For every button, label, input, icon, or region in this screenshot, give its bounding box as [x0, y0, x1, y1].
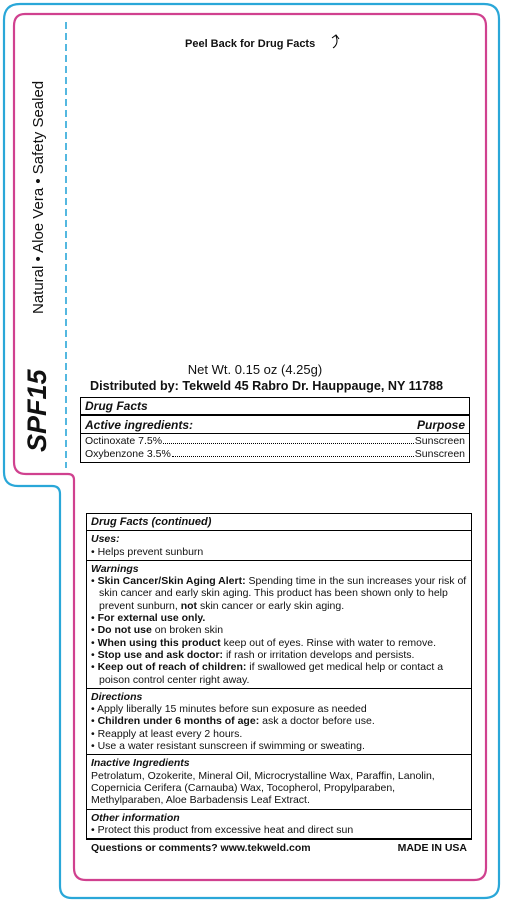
- inactive-section: [87, 755, 471, 809]
- side-label: Natural • Aloe Vera • Safety Sealed: [30, 80, 47, 314]
- ingredient-purpose: Sunscreen: [414, 435, 465, 447]
- other-info-text: • Protect this product from excessive heat and direct sun: [91, 823, 354, 836]
- uses-title: Uses:: [91, 533, 120, 546]
- active-ingredients-header: Active ingredients:: [85, 418, 194, 432]
- direction-item: • Use a water resistant sunscreen if swimming or sweating.: [91, 740, 365, 753]
- leader-dots: [172, 456, 414, 457]
- uses-section: [87, 531, 471, 561]
- peel-arrow-icon: [332, 35, 339, 48]
- warning-item: • Keep out of reach of children: if swallowed get medical help or contact a poison control center right away.: [91, 661, 444, 686]
- ingredient-name: Octinoxate 7.5%: [85, 435, 163, 447]
- ingredient-row: [81, 435, 469, 448]
- directions-title: Directions: [91, 690, 143, 703]
- spf-label: SPF15: [22, 369, 52, 452]
- other-info-section: [87, 810, 471, 840]
- net-weight: Net Wt. 0.15 oz (4.25g): [187, 362, 323, 377]
- drug-facts-title: Drug Facts: [85, 399, 148, 413]
- inactive-text: Petrolatum, Ozokerite, Mineral Oil, Microcrystalline Wax, Paraffin, Lanolin, Copernicia Cerifera (Carnauba) Wax, Tocopherol, Propylparaben, Methylparaben, Aloe Barbadensis Leaf Extract.: [91, 769, 435, 807]
- direction-item: • Children under 6 months of age: ask a doctor before use.: [91, 715, 375, 728]
- peel-back-text[interactable]: Peel Back for Drug Facts: [185, 38, 316, 50]
- direction-item: • Reapply at least every 2 hours.: [91, 727, 243, 740]
- ingredient-row: [81, 448, 469, 461]
- warning-item: • When using this product keep out of eyes. Rinse with water to remove.: [91, 636, 437, 649]
- uses-text: • Helps prevent sunburn: [91, 545, 204, 558]
- made-in-text: MADE IN USA: [397, 842, 467, 855]
- direction-item: • Apply liberally 15 minutes before sun exposure as needed: [91, 703, 367, 716]
- warnings-section: [87, 561, 471, 689]
- drug-facts-panel: [80, 397, 470, 463]
- other-info-title: Other information: [91, 811, 180, 824]
- warning-item: • Skin Cancer/Skin Aging Alert: Spending time in the sun increases your risk of skin cancer and early skin aging. This product has been shown only to help prevent sunburn, not skin cancer or early skin aging.: [91, 575, 467, 612]
- directions-section: [87, 689, 471, 755]
- warnings-title: Warnings: [91, 562, 139, 575]
- warning-item: • Do not use on broken skin: [91, 624, 224, 637]
- inactive-title: Inactive Ingredients: [91, 757, 190, 770]
- footer-row: [87, 839, 471, 856]
- purpose-header: Purpose: [416, 418, 465, 432]
- ingredient-purpose: Sunscreen: [414, 448, 465, 460]
- ingredient-name: Oxybenzone 3.5%: [85, 448, 171, 460]
- questions-text[interactable]: Questions or comments? www.tekweld.com: [91, 842, 311, 855]
- distributor: Distributed by: Tekweld 45 Rabro Dr. Hauppauge, NY 11788: [90, 379, 443, 393]
- warning-item: • Stop use and ask doctor: if rash or irritation develops and persists.: [91, 648, 415, 661]
- continued-title: Drug Facts (continued): [91, 516, 212, 528]
- drug-facts-continued-panel: [86, 513, 472, 855]
- leader-dots: [163, 443, 414, 444]
- warning-item: • For external use only.: [91, 612, 206, 625]
